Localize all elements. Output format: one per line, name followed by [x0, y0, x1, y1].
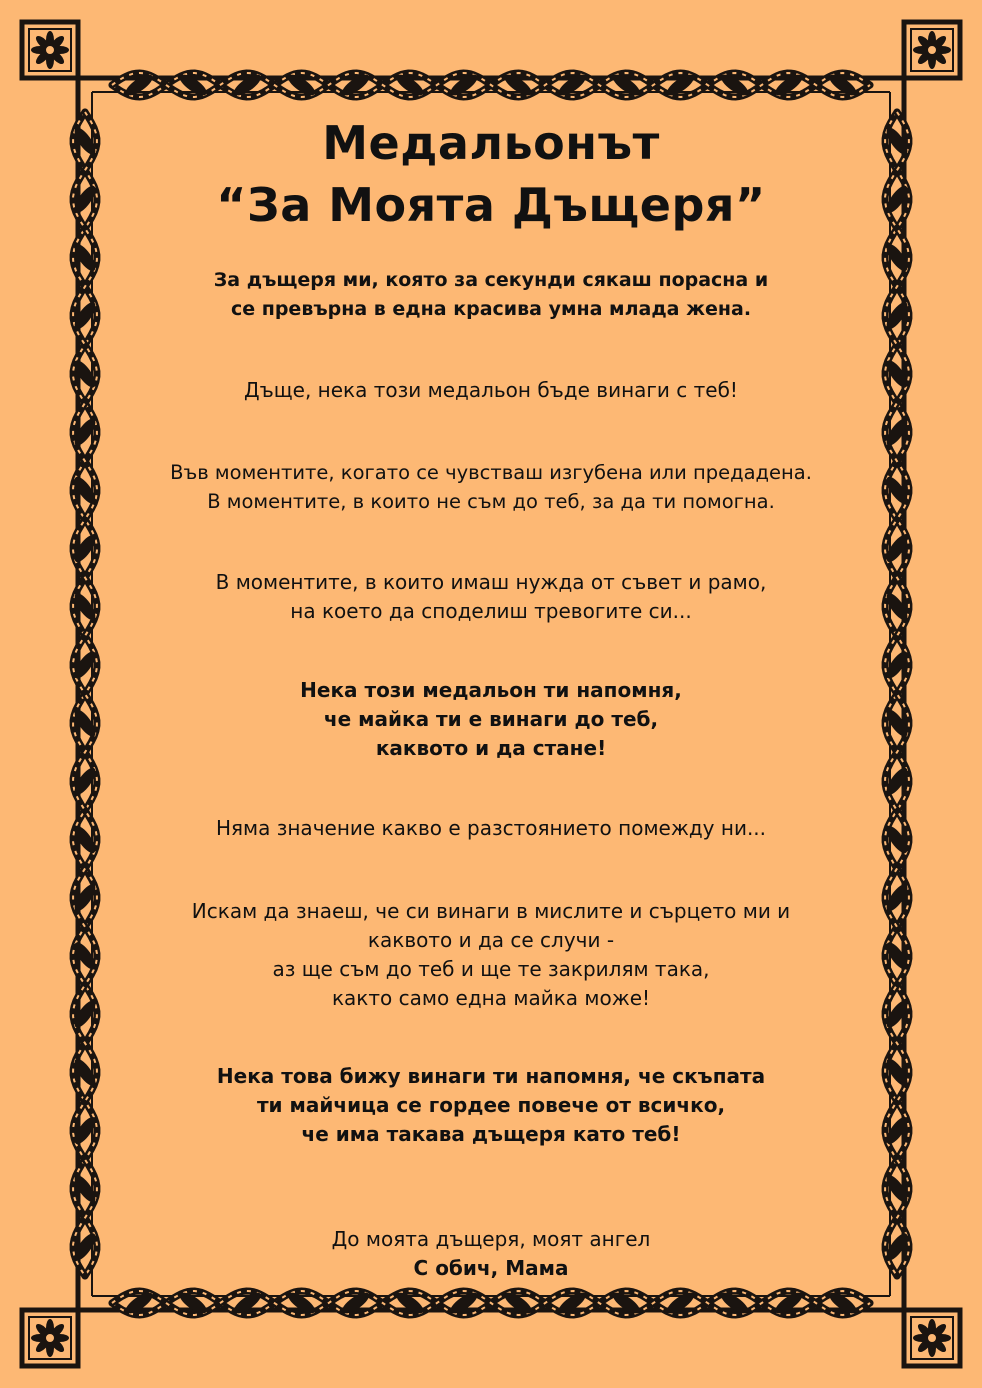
paragraph-6-line-4: както само една майка може!: [331, 986, 651, 1010]
signature-line: С обич, Мама: [413, 1256, 569, 1280]
title-line-2: “За Моята Дъщеря”: [216, 178, 766, 232]
rosette-icon: [45, 1333, 55, 1343]
paragraph-6-line-3: аз ще съм до теб и ще те закрилям така,: [272, 957, 710, 981]
paragraph-3: [90, 568, 892, 626]
paragraph-7: [90, 1062, 892, 1149]
paragraph-7-line-2: ти майчица се гордее повече от всичко,: [256, 1093, 726, 1117]
paragraph-4-line-1: Нека този медальон ти напомня,: [300, 678, 682, 702]
paragraph-3-line-2: на което да споделиш тревогите си...: [290, 599, 692, 623]
closing-line: До моята дъщеря, моят ангел: [331, 1227, 651, 1251]
paragraph-2-line-1: Във моментите, когато се чувстваш изгубена или предадена.: [170, 461, 812, 484]
paragraph-5-line-1: Няма значение какво е разстоянието помежду ни...: [215, 816, 767, 840]
paragraph-1-line-1: Дъще, нека този медальон бъде винаги с теб!: [244, 378, 738, 402]
rosette-icon: [45, 45, 55, 55]
paragraph-7-line-3: че има такава дъщеря като теб!: [301, 1122, 681, 1146]
paragraph-2: [90, 458, 892, 516]
paragraph-4-line-2: че майка ти е винаги до теб,: [323, 707, 659, 731]
closing-block: [90, 1225, 892, 1283]
intro-line-1: За дъщеря ми, която за секунди сякаш порасна и: [213, 269, 769, 291]
paragraph-4-line-3: каквото и да стане!: [375, 736, 607, 760]
paragraph-6-line-2: каквото и да се случи -: [367, 928, 615, 952]
certificate-content: [90, 0, 892, 1388]
title-line-1: Медальонът: [322, 116, 660, 170]
rosette-icon: [927, 1333, 937, 1343]
paragraph-2-line-2: В моментите, в които не съм до теб, за да ти помогна.: [207, 490, 775, 513]
page-title: [90, 112, 892, 236]
intro-paragraph: [90, 266, 892, 324]
paragraph-1: [90, 376, 892, 405]
paragraph-7-line-1: Нека това бижу винаги ти напомня, че скъпата: [216, 1064, 766, 1088]
paragraph-3-line-1: В моментите, в които имаш нужда от съвет и рамо,: [215, 570, 767, 594]
paragraph-4: [90, 676, 892, 763]
paragraph-5: [90, 814, 892, 843]
intro-line-2: се превърна в една красива умна млада жена.: [230, 298, 752, 320]
paragraph-6-line-1: Искам да знаеш, че си винаги в мислите и сърцето ми и: [191, 899, 791, 923]
rosette-icon: [927, 45, 937, 55]
paragraph-6: [90, 897, 892, 1013]
